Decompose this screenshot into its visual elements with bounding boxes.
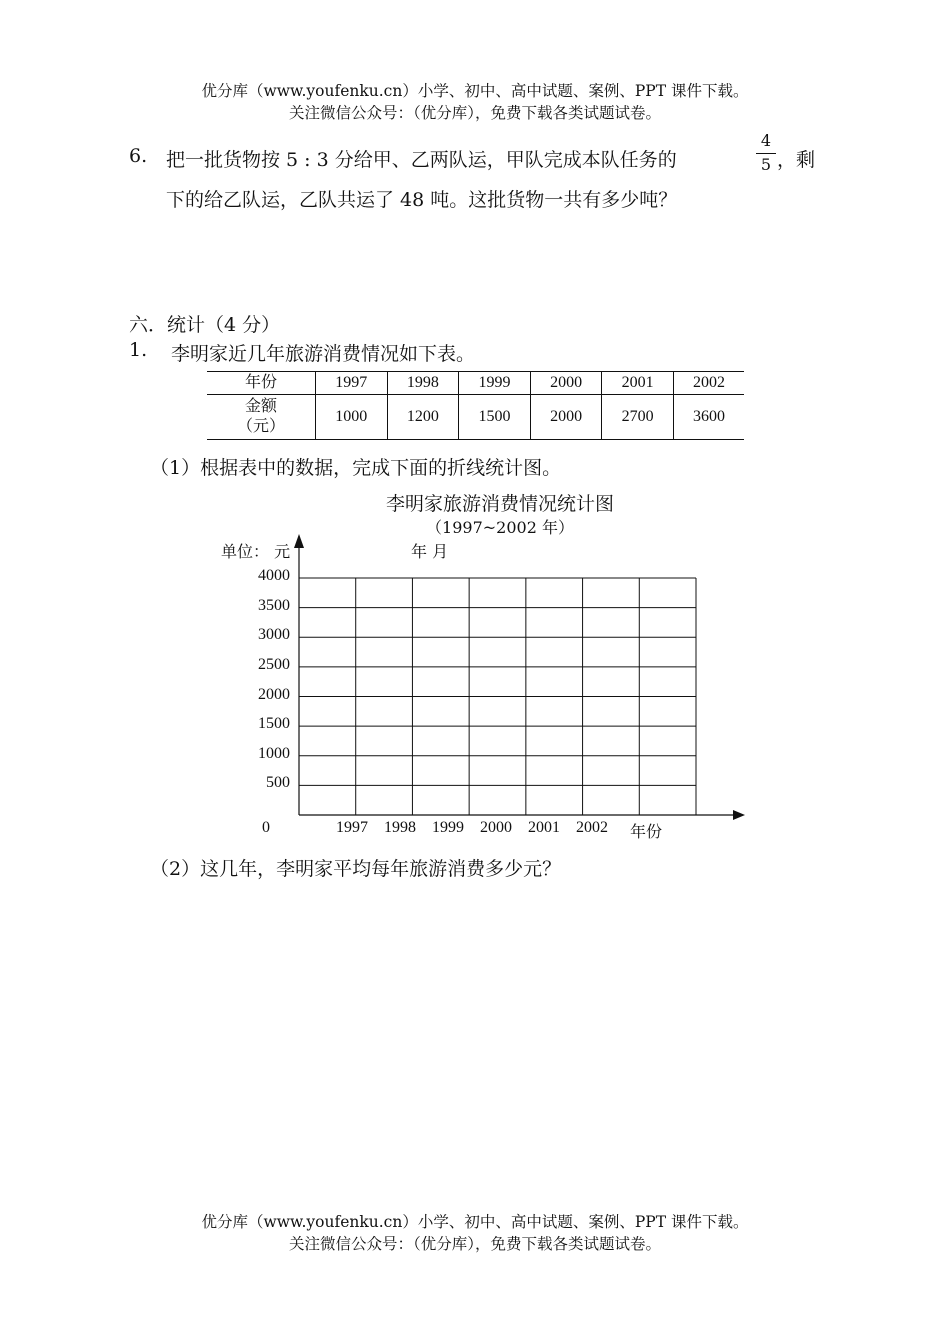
table-cell-year: 2001 — [602, 372, 674, 395]
question-6-line-2: 下的给乙队运，乙队共运了 48 吨。这批货物一共有多少吨？ — [166, 189, 678, 211]
table-cell-amount: 1500 — [459, 395, 531, 440]
table-cell-amount: 1200 — [387, 395, 459, 440]
table-cell-year: 2000 — [530, 372, 602, 395]
table-cell-amount: 3600 — [673, 395, 744, 440]
table-cell-amount: 2700 — [602, 395, 674, 440]
sub-question-2: （2）这几年，李明家平均每年旅游消费多少元？ — [150, 858, 562, 880]
table-cell-year: 2002 — [673, 372, 744, 395]
chart-origin-label: 0 — [262, 819, 270, 836]
stat-question-1-text: 李明家近几年旅游消费情况如下表。 — [171, 343, 476, 365]
y-tick-label: 1000 — [258, 744, 290, 762]
sub-question-1: （1）根据表中的数据，完成下面的折线统计图。 — [150, 457, 562, 479]
y-tick-label: 1500 — [258, 715, 290, 733]
header-line-2: 关注微信公众号：（优分库），免费下载各类试题试卷。 — [288, 104, 661, 122]
header-line-1: 优分库（www.youfenku.cn）小学、初中、高中试题、案例、PPT 课件下载。 — [201, 82, 749, 100]
chart-title: 李明家旅游消费情况统计图 — [385, 493, 614, 515]
x-tick-label: 1998 — [384, 819, 416, 836]
x-tick-label: 2001 — [528, 819, 560, 836]
chart-x-axis-label: 年份 — [630, 822, 663, 841]
x-axis-arrow-icon — [733, 810, 745, 820]
chart-unit-label: 单位： 元 — [221, 542, 291, 561]
footer-line-1: 优分库（www.youfenku.cn）小学、初中、高中试题、案例、PPT 课件下载。 — [201, 1213, 749, 1231]
y-tick-label: 2000 — [258, 685, 290, 703]
table-cell-year: 1997 — [316, 372, 388, 395]
table-cell-year: 1998 — [387, 372, 459, 395]
chart-date-label: 年 月 — [411, 542, 449, 561]
y-tick-label: 2500 — [258, 655, 290, 673]
question-6-number: 6. — [129, 145, 148, 167]
y-tick-label: 4000 — [258, 567, 290, 584]
y-tick-label: 3000 — [258, 626, 290, 644]
x-tick-label: 1997 — [336, 819, 368, 836]
y-axis-arrow-icon — [294, 534, 304, 548]
x-tick-label: 1999 — [432, 819, 464, 836]
y-tick-label: 3500 — [258, 596, 290, 614]
fraction-denominator: 5 — [760, 155, 772, 174]
amount-label-line-2: （元） — [236, 418, 285, 435]
x-tick-label: 2000 — [480, 819, 512, 836]
table-cell-amount: 2000 — [530, 395, 602, 440]
question-6-line-1-tail: ，剩 — [777, 149, 816, 171]
x-tick-label: 2002 — [576, 819, 608, 836]
question-6-line-1: 把一批货物按 5 : 3 分给甲、乙两队运，甲队完成本队任务的 — [166, 149, 677, 171]
table-header-year: 年份 — [207, 372, 316, 395]
fraction-numerator: 4 — [760, 131, 772, 150]
chart-subtitle: （1997~2002 年） — [426, 518, 574, 537]
section-6-title: 六．统计（4 分） — [129, 314, 281, 336]
stat-question-1-number: 1. — [129, 339, 148, 361]
amount-label-line-1: 金额 — [244, 398, 277, 415]
y-tick-label: 500 — [266, 774, 290, 792]
footer-line-2: 关注微信公众号：（优分库），免费下载各类试题试卷。 — [288, 1235, 661, 1253]
table-cell-year: 1999 — [459, 372, 531, 395]
table-cell-amount: 1000 — [316, 395, 388, 440]
